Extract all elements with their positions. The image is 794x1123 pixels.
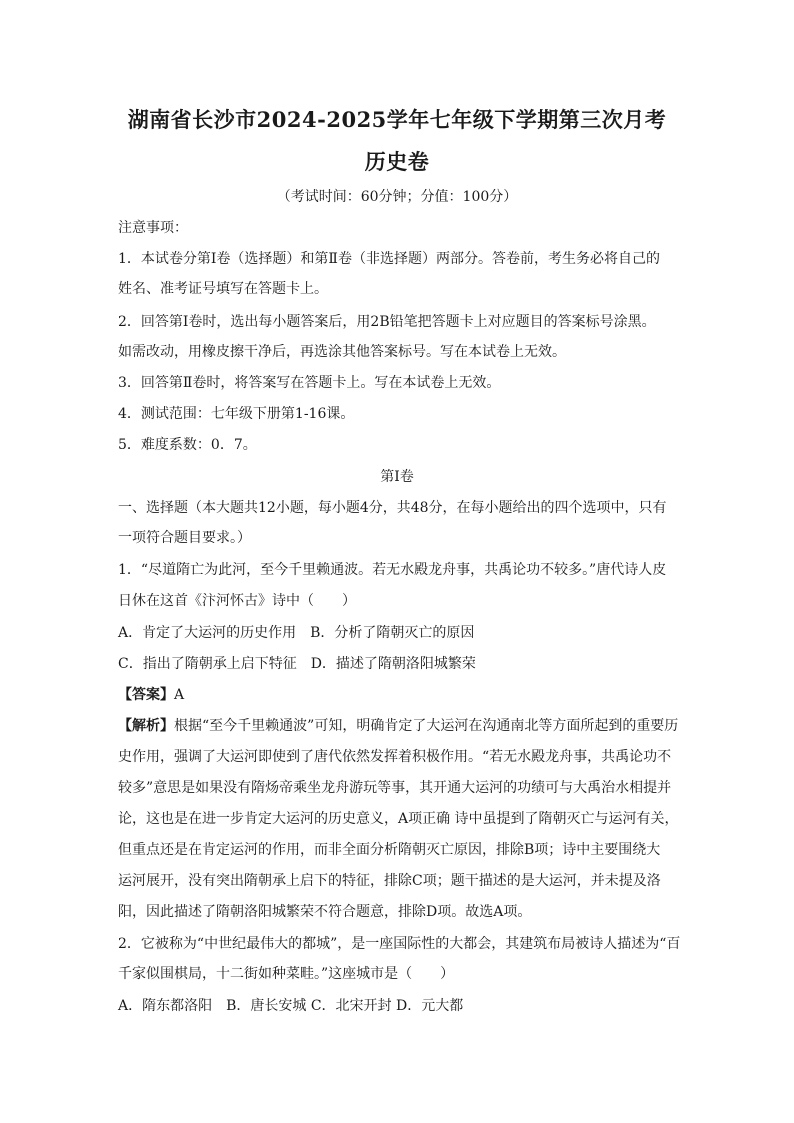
analysis-text: 阳，因此描述了隋朝洛阳城繁荣不符合题意，排除D项。故选A项。 [118, 904, 532, 920]
page-subtitle: 历史卷 [364, 149, 430, 174]
page-title: 湖南省长沙市2024-2025学年七年级下学期第三次月考 [127, 107, 667, 132]
notes-heading: 注意事项： [118, 220, 188, 236]
analysis-text: 根据“至今千里赖通波”可知，明确肯定了大运河在沟通南北等方面所起到的重要历 [174, 718, 679, 734]
analysis-label: 【解析】 [118, 718, 174, 734]
answer-line [118, 685, 684, 705]
note-line: 4．测试范围：七年级下册第1-16课。 [118, 406, 355, 422]
analysis-text: 史作用，强调了大运河即使到了唐代依然发挥着积极作用。“若无水殿龙舟事，共禹论功不 [118, 749, 672, 765]
question-1-stem: 日休在这首《汴河怀古》诗中（ ） [118, 593, 356, 609]
analysis-line [118, 716, 684, 736]
question-2-stem: 千家似围棋局，十二街如种菜畦。”这座城市是（ ） [118, 966, 455, 982]
section-instruction: 一、选择题（本大题共12小题，每小题4分，共48分，在每小题给出的四个选项中，只有 [118, 500, 667, 516]
analysis-text: 论，这也是在进一步肯定大运河的历史意义，A项正确 诗中虽提到了隋朝灭亡与运河有关， [118, 811, 679, 827]
question-2-stem: 2．它被称为“中世纪最伟大的都城”，是一座国际性的大都会，其建筑布局被诗人描述为“百 [118, 936, 681, 952]
answer-label: 【答案】 [118, 687, 174, 703]
note-line: 姓名、准考证号填写在答题卡上。 [118, 281, 328, 297]
note-line: 如需改动，用橡皮擦干净后，再选涂其他答案标号。写在本试卷上无效。 [118, 344, 566, 360]
analysis-text: 但重点还是在肯定运河的作用，而非全面分析隋朝灭亡原因，排除B项；诗中主要围绕大 [118, 842, 661, 858]
section-instruction: 一项符合题目要求。） [118, 530, 251, 546]
note-line: 2．回答第Ⅰ卷时，选出每小题答案后，用2B铅笔把答题卡上对应题目的答案标号涂黑。 [118, 314, 656, 330]
question-1-options: C．指出了隋朝承上启下特征 D．描述了隋朝洛阳城繁荣 [118, 656, 476, 672]
answer-value: A [174, 687, 185, 703]
question-1-stem: 1．“尽道隋亡为此河，至今千里赖通波。若无水殿龙舟事，共禹论功不较多。”唐代诗人皮 [118, 562, 667, 578]
note-line: 3．回答第Ⅱ卷时，将答案写在答题卡上。写在本试卷上无效。 [118, 375, 501, 391]
exam-info: （考试时间：60分钟；分值：100分） [276, 189, 518, 205]
question-2-options: A．隋东都洛阳 B．唐长安城 C．北宋开封 D．元大都 [118, 998, 464, 1014]
analysis-text: 较多”意思是如果没有隋炀帝乘坐龙舟游玩等事，其开通大运河的功绩可与大禹治水相提并 [118, 780, 672, 796]
note-line: 5．难度系数：0．7。 [118, 437, 257, 453]
note-line: 1．本试卷分第Ⅰ卷（选择题）和第Ⅱ卷（非选择题）两部分。答卷前，考生务必将自己的 [118, 251, 660, 267]
section-heading: 第Ⅰ卷 [380, 469, 414, 485]
analysis-text: 运河展开，没有突出隋朝承上启下的特征，排除C项；题干描述的是大运河，并未提及洛 [118, 873, 661, 889]
question-1-options: A．肯定了大运河的历史作用 B．分析了隋朝灭亡的原因 [118, 625, 475, 641]
